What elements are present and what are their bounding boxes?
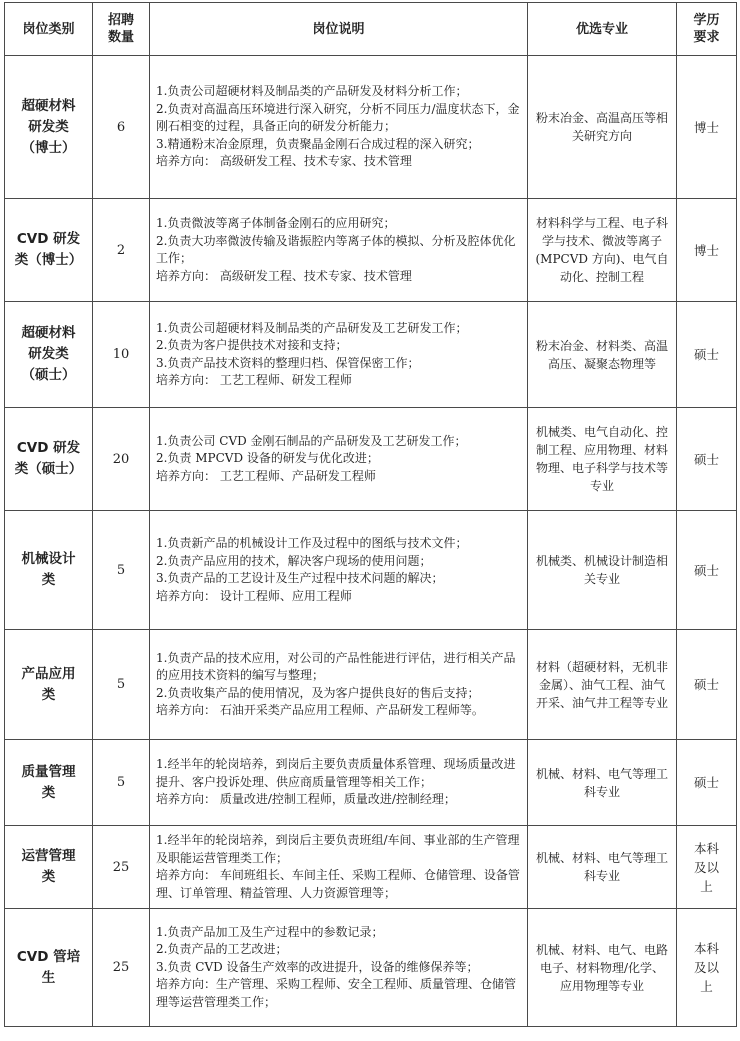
description-line: 2.负责产品的工艺改进； (156, 942, 288, 957)
description-line: 培养方向： 设计工程师、应用工程师 (156, 588, 352, 603)
category-cell-text: 机械设计 类 (21, 551, 76, 588)
count-cell (93, 408, 150, 511)
count-cell-text: 5 (116, 775, 126, 790)
description-line: 2.负责大功率微波传输及谐振腔内等离子体的模拟、分析及腔体优化工作； (156, 233, 516, 265)
count-cell (93, 909, 150, 1027)
category-cell (5, 909, 93, 1027)
description-line: 1.负责公司超硬材料及制品类的产品研发及工艺研发工作； (156, 320, 468, 335)
major-cell (528, 740, 677, 826)
description-line: 培养方向： 车间班组长、车间主任、采购工程师、仓储管理、设备管理、订单管理、精益管理、人力资源管理等； (156, 868, 520, 900)
table-row (5, 740, 737, 826)
category-cell (5, 408, 93, 511)
description-line: 2.负责 MPCVD 设备的研发与优化改进； (156, 451, 379, 466)
count-cell (93, 826, 150, 909)
category-cell (5, 56, 93, 199)
description-line: 2.负责收集产品的使用情况，及为客户提供良好的售后支持； (156, 685, 480, 700)
category-cell (5, 826, 93, 909)
header-row (5, 3, 737, 56)
description-line: 1.负责产品的技术应用，对公司的产品性能进行评估，进行相关产品的应用技术资料的编写与整理； (156, 650, 516, 682)
count-cell (93, 199, 150, 302)
category-cell-text: 质量管理 类 (21, 763, 76, 801)
description-cell (150, 199, 528, 302)
count-cell-text: 2 (116, 242, 126, 258)
count-cell (93, 630, 150, 740)
description-line: 培养方向： 高级研发工程、技术专家、技术管理 (156, 154, 412, 169)
count-cell-text: 5 (116, 677, 126, 692)
description-cell (150, 740, 528, 826)
description-cell (150, 408, 528, 511)
count-cell-text: 5 (116, 562, 126, 578)
description-line: 3.负责 CVD 设备生产效率的改进提升，设备的维修保养等； (156, 959, 479, 974)
category-cell-text: CVD 管培 生 (16, 948, 81, 986)
count-cell (93, 511, 150, 630)
major-cell-text: 材料（超硬材料，无机非金属）、油气工程、油气开采、油气井工程等专业 (535, 659, 668, 710)
description-line: 1.负责产品加工及生产过程中的参数记录； (156, 924, 384, 939)
major-cell (528, 630, 677, 740)
education-cell-text: 博士 (693, 119, 719, 135)
description-cell (150, 511, 528, 630)
education-cell (677, 56, 737, 199)
table-row (5, 302, 737, 408)
education-cell (677, 630, 737, 740)
major-cell-text: 粉末冶金、高温高压等相关研究方向 (535, 111, 668, 143)
education-cell (677, 302, 737, 408)
education-cell-text: 硕士 (693, 677, 719, 692)
major-cell (528, 408, 677, 511)
description-line: 1.负责公司 CVD 金刚石制品的产品研发及工艺研发工作； (156, 433, 467, 448)
education-cell (677, 199, 737, 302)
description-line: 培养方向：生产管理、采购工程师、安全工程师、质量管理、仓储管理等运营管理类工作； (156, 977, 517, 1009)
count-cell-text: 25 (112, 859, 130, 875)
header-category: 岗位类别 (5, 3, 93, 56)
table-row (5, 199, 737, 302)
description-line: 1.负责新产品的机械设计工作及过程中的图纸与技术文件； (156, 536, 468, 550)
major-cell-text: 机械类、电气自动化、控制工程、应用物理、材料物理、电子科学与技术等专业 (535, 425, 668, 493)
category-cell (5, 511, 93, 630)
category-cell (5, 740, 93, 826)
description-line: 培养方向： 工艺工程师、产品研发工程师 (156, 468, 376, 483)
major-cell (528, 826, 677, 909)
education-cell-text: 本科 及以 上 (693, 941, 719, 994)
table-row (5, 511, 737, 630)
education-cell-text: 本科 及以 上 (693, 840, 719, 894)
category-cell-text: CVD 研发 类（硕士） (14, 440, 83, 477)
description-line: 3.负责产品的工艺设计及生产过程中技术问题的解决； (156, 571, 444, 585)
count-cell-text: 25 (112, 960, 130, 975)
education-cell-text: 硕士 (693, 347, 719, 362)
education-cell (677, 826, 737, 909)
count-cell (93, 302, 150, 408)
header-major: 优选专业 (528, 3, 677, 56)
major-cell-text: 机械类、机械设计制造相关专业 (535, 554, 668, 586)
education-cell (677, 511, 737, 630)
description-line: 3.负责产品技术资料的整理归档、保管保密工作； (156, 355, 420, 370)
header-education: 学历 要求 (677, 3, 737, 56)
table-row (5, 56, 737, 199)
education-cell-text: 硕士 (693, 451, 719, 467)
description-line: 培养方向： 工艺工程师、研发工程师 (156, 373, 352, 387)
table-row (5, 826, 737, 909)
major-cell-text: 机械、材料、电气、电路电子、材料物理/化学、应用物理等专业 (535, 942, 668, 993)
description-line: 1.负责微波等离子体制备金刚石的应用研究； (156, 216, 396, 230)
count-cell (93, 740, 150, 826)
table-row (5, 630, 737, 740)
header-description: 岗位说明 (150, 3, 528, 56)
education-cell-text: 博士 (693, 242, 719, 258)
major-cell-text: 粉末冶金、材料类、高温高压、凝聚态物理等 (535, 338, 668, 371)
count-cell (93, 56, 150, 199)
category-cell-text: 超硬材料 研发类 （硕士） (21, 325, 76, 383)
description-line: 2.负责产品应用的技术，解决客户现场的使用问题； (156, 553, 432, 568)
description-line: 1.经半年的轮岗培养，到岗后主要负责班组/车间、事业部的生产管理及职能运营管理类工作； (156, 833, 520, 865)
major-cell-text: 材料科学与工程、电子科学与技术、微波等离子(MPCVD 方向)、电气自动化、控制工程 (535, 216, 669, 284)
category-cell (5, 302, 93, 408)
major-cell (528, 56, 677, 199)
major-cell-text: 机械、材料、电气等理工科专业 (535, 851, 668, 883)
education-cell-text: 硕士 (693, 775, 719, 790)
description-line: 2.负责为客户提供技术对接和支持； (156, 338, 348, 352)
major-cell (528, 302, 677, 408)
count-cell-text: 20 (112, 451, 130, 467)
education-cell (677, 408, 737, 511)
description-cell (150, 302, 528, 408)
description-cell (150, 630, 528, 740)
category-cell-text: CVD 研发 类（博士） (14, 231, 83, 268)
table-row (5, 909, 737, 1027)
category-cell (5, 630, 93, 740)
category-cell-text: 产品应用 类 (21, 665, 76, 703)
description-cell (150, 909, 528, 1027)
table-row (5, 408, 737, 511)
education-cell (677, 740, 737, 826)
description-line: 培养方向： 石油开采类产品应用工程师、产品研发工程师等。 (156, 703, 484, 717)
description-line: 1.经半年的轮岗培养，到岗后主要负责质量体系管理、现场质量改进提升、客户投诉处理、供应商质量管理等相关工作； (156, 757, 516, 789)
description-line: 1.负责公司超硬材料及制品类的产品研发及材料分析工作； (156, 84, 468, 99)
category-cell-text: 运营管理 类 (21, 848, 76, 885)
education-cell (677, 909, 737, 1027)
major-cell (528, 909, 677, 1027)
description-cell (150, 56, 528, 199)
category-cell-text: 超硬材料 研发类 （博士） (21, 97, 76, 156)
description-line: 2.负责对高温高压环境进行深入研究，分析不同压力/温度状态下，金刚石相变的过程，具备正向的研发分析能力； (156, 101, 520, 134)
description-line: 3.精通粉末冶金原理，负责聚晶金刚石合成过程的深入研究； (156, 136, 480, 151)
education-cell-text: 硕士 (693, 562, 719, 578)
count-cell-text: 6 (116, 119, 126, 135)
description-line: 培养方向： 高级研发工程、技术专家、技术管理 (156, 268, 412, 283)
count-cell-text: 10 (112, 347, 130, 362)
major-cell (528, 511, 677, 630)
header-count: 招聘 数量 (93, 3, 150, 56)
major-cell-text: 机械、材料、电气等理工科专业 (535, 766, 668, 799)
category-cell (5, 199, 93, 302)
major-cell (528, 199, 677, 302)
recruitment-table (4, 2, 737, 1027)
description-cell (150, 826, 528, 909)
description-line: 培养方向： 质量改进/控制工程师，质量改进/控制经理； (156, 792, 456, 807)
